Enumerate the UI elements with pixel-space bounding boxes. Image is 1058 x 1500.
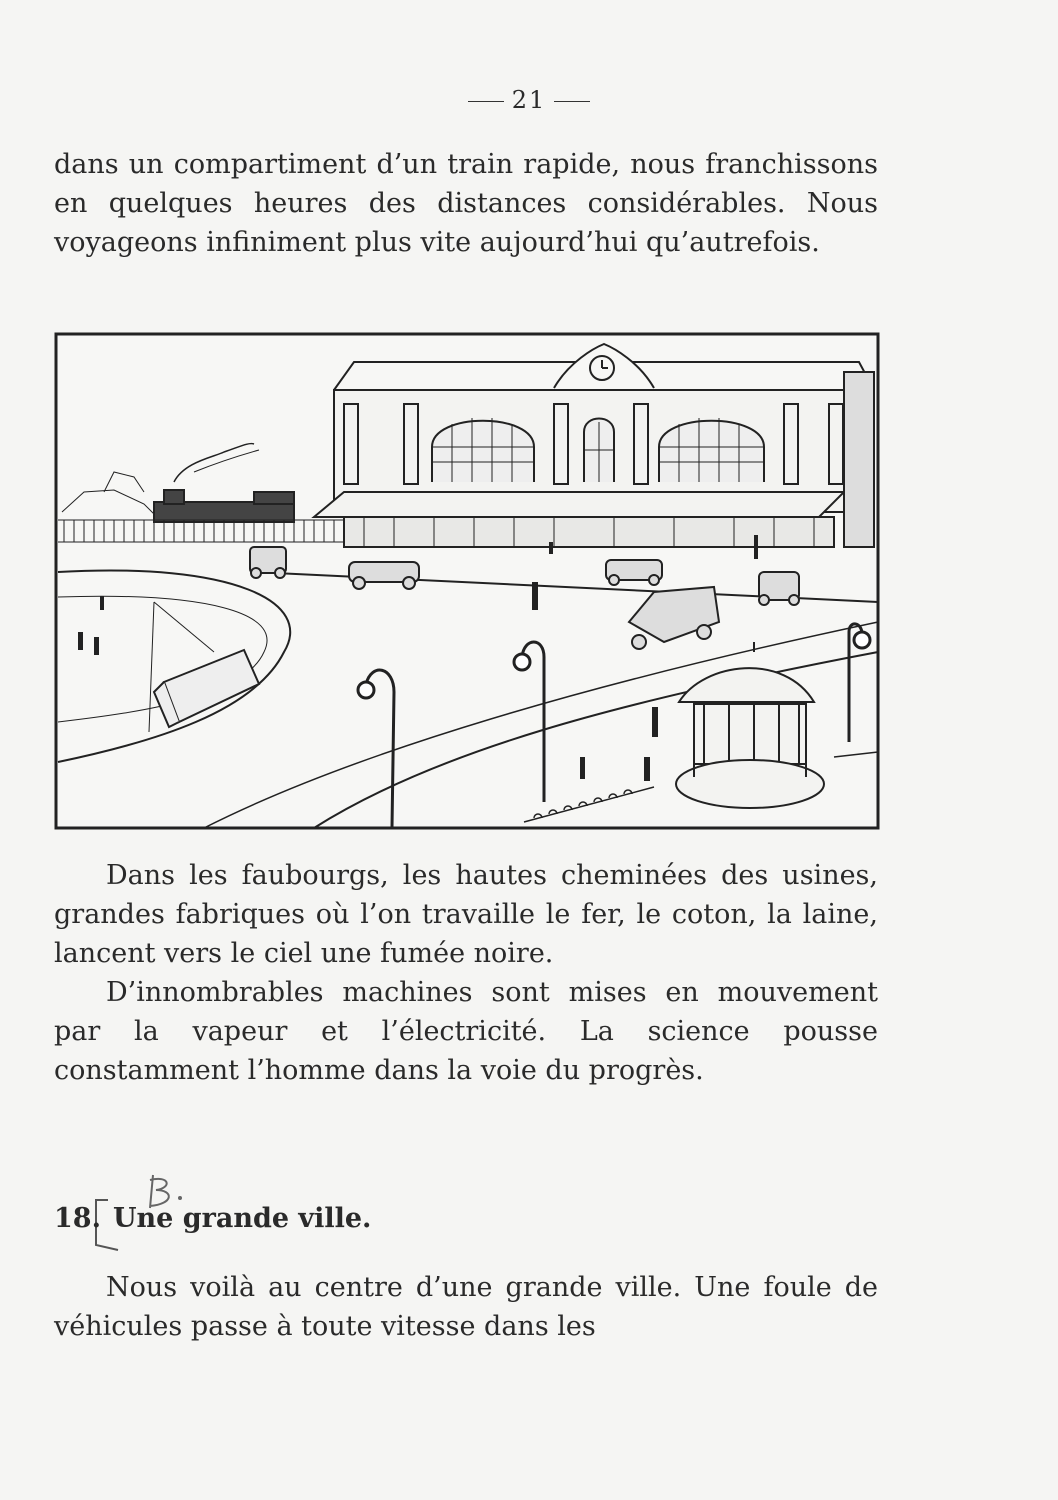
page-number-value: 21 <box>511 86 547 114</box>
paragraph: Nous voilà au centre d’une grande ville. Une foule de véhicules passe à toute vitesse dans les <box>54 1272 878 1342</box>
paragraph-block-top <box>54 145 878 262</box>
paragraph: dans un compartiment d’un train rapide, nous franchissons en quelques heures des distances considérables. Nous voyageons infiniment plus vite aujourd’hui qu’autrefois. <box>54 149 878 258</box>
section-number: 18. <box>54 1203 101 1234</box>
train-station-illustration <box>54 332 880 830</box>
paragraph-block-mid <box>54 856 878 1090</box>
page-number-dash-left <box>468 101 504 102</box>
paragraph: Dans les faubourgs, les hautes cheminées des usines, grandes fabriques où l’on travaille le fer, le coton, la laine, lancent vers le ciel une fumée noire. <box>54 860 878 969</box>
section-heading <box>54 1203 371 1234</box>
page-number <box>0 86 1058 114</box>
section-title: Une grande ville. <box>112 1203 372 1234</box>
page-number-dash-right <box>554 101 590 102</box>
paragraph: D’innombrables machines sont mises en mouvement par la vapeur et l’électricité. La science pousse constamment l’homme dans la voie du progrès. <box>54 977 878 1086</box>
paragraph-block-bottom <box>54 1268 878 1346</box>
